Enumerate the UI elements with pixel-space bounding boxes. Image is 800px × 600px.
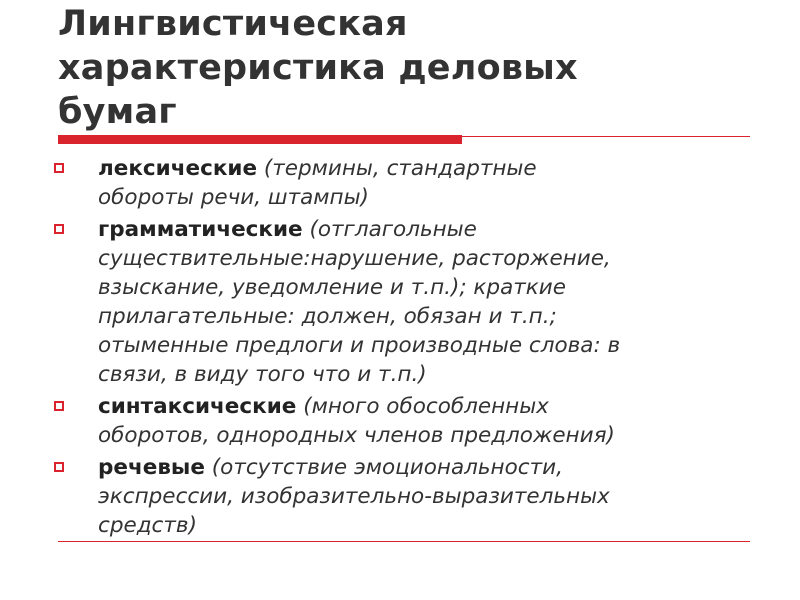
slide-title [58,2,758,134]
bullet-item-grammatical [50,215,750,389]
title-divider-accent [58,135,462,144]
bullet-line [98,392,750,421]
square-bullet-icon [54,401,64,411]
bullet-description: (отглагольные [302,217,477,242]
bullet-line: отыменные предлоги и производные слова: в [98,333,621,358]
bullet-line [98,215,750,244]
bullet-line: существительные:нарушение, расторжение, [98,246,611,271]
bullet-list [50,154,750,543]
square-bullet-icon [54,462,64,472]
bullet-item-syntactic [50,392,750,450]
bullet-item-speech [50,453,750,540]
bullet-line: взыскание, уведомление и т.п.); краткие [98,275,566,300]
title-line: Лингвистическая [58,4,408,44]
bullet-term: грамматические [98,217,303,242]
bullet-term: лексические [98,156,258,181]
title-line: характеристика деловых [58,48,578,88]
bullet-description: (много обособленных [296,394,549,419]
bullet-item-lexical [50,154,750,212]
bullet-line: прилагательные: должен, обязан и т.п.; [98,304,557,329]
bullet-term: речевые [98,455,205,480]
bullet-line [98,453,750,482]
square-bullet-icon [54,163,64,173]
bullet-line: обороты речи, штампы) [98,185,369,210]
title-line: бумаг [58,92,177,132]
footer-divider [58,541,750,542]
bullet-description: (отсутствие эмоциональности, [204,455,563,480]
bullet-line [98,154,750,183]
bullet-description: (термины, стандартные [257,156,537,181]
bullet-line: связи, в виду того что и т.п.) [98,362,427,387]
bullet-line: экспрессии, изобразительно-выразительных [98,484,610,509]
square-bullet-icon [54,224,64,234]
bullet-line: оборотов, однородных членов предложения) [98,423,615,448]
bullet-line: средств) [98,513,197,538]
bullet-term: синтаксические [98,394,297,419]
